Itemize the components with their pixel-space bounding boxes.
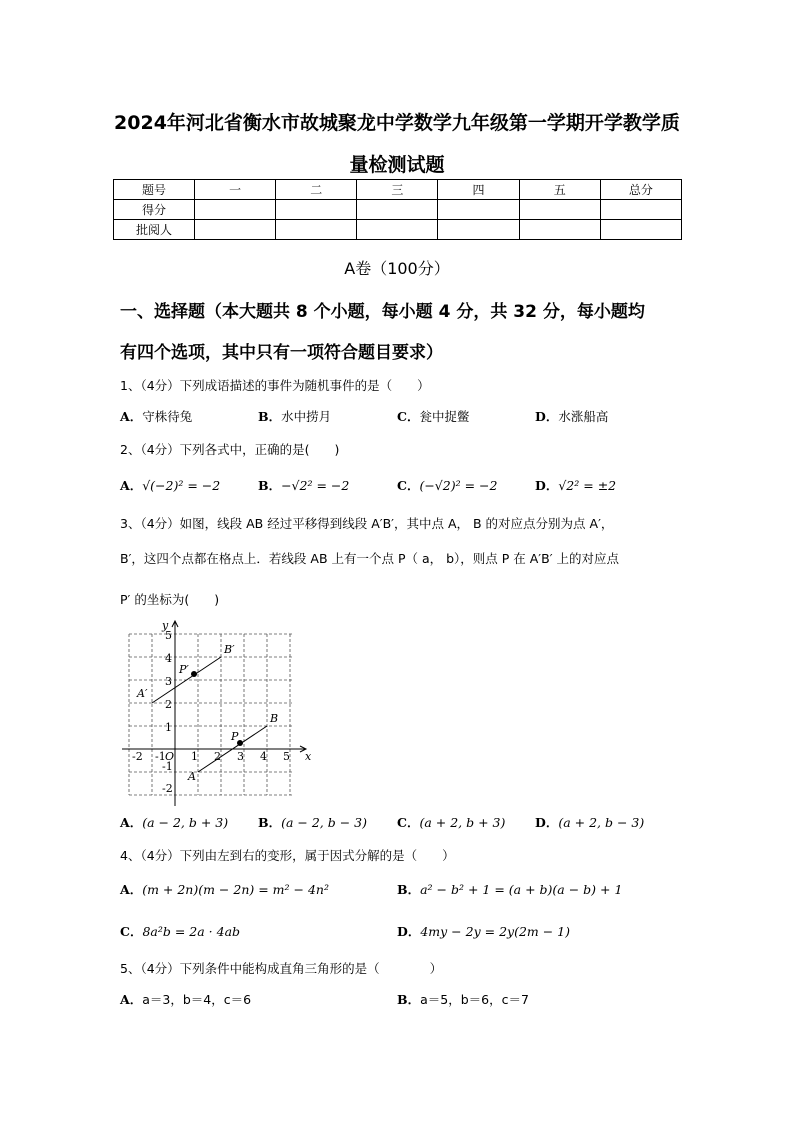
table-cell[interactable] [600,200,681,220]
point-label-p1: P′ [179,663,189,676]
table-cell[interactable] [519,200,600,220]
y-tick-label: 5 [165,629,172,642]
question-5-stem: 5、（4分）下列条件中能构成直角三角形的是（ ） [120,961,443,976]
option-label: A． [120,992,143,1007]
x-tick-label: 2 [214,750,221,763]
option-label: B． [258,815,282,830]
question-2-option-c[interactable] [397,476,497,494]
page-title-line1: 2024年河北省衡水市故城聚龙中学数学九年级第一学期开学教学质 [114,112,680,134]
option-formula: (a − 2, b + 3) [142,815,229,830]
coordinate-grid-figure [118,617,318,807]
option-label: D． [535,409,559,424]
option-formula: √(−2)² = −2 [142,478,221,493]
option-formula: a² − b² + 1 = (a + b)(a − b) + 1 [420,882,623,897]
option-label: C． [397,409,420,424]
table-cell[interactable] [195,220,276,240]
y-tick-label: 2 [165,698,172,711]
option-text: 瓮中捉鳖 [419,409,470,424]
table-cell[interactable] [195,200,276,220]
question-5-option-b[interactable] [397,990,529,1008]
question-3-option-a[interactable] [120,813,228,831]
table-cell: 二 [276,180,357,200]
y-tick-label: -2 [162,782,173,795]
option-formula: (a + 2, b − 3) [558,815,645,830]
origin-label: O [165,750,175,763]
table-cell: 得分 [114,200,195,220]
table-cell: 总分 [600,180,681,200]
option-formula: (a − 2, b − 3) [281,815,367,830]
table-cell: 一 [195,180,276,200]
score-table-row [114,200,682,220]
x-tick-label: -1 [155,750,166,763]
table-cell[interactable] [438,200,519,220]
option-label: C． [397,815,420,830]
y-tick-label: 3 [165,675,172,688]
option-label: B． [397,882,421,897]
page-title-line2: 量检测试题 [349,154,445,176]
question-4-option-c[interactable] [120,922,240,940]
question-4-stem: 4、（4分）下列由左到右的变形，属于因式分解的是（ ） [120,848,455,863]
option-label: A． [120,882,143,897]
table-cell[interactable] [357,200,438,220]
y-tick-label: 4 [165,652,172,665]
x-tick-label: 1 [191,750,198,763]
option-formula: 4my − 2y = 2y(2m − 1) [420,924,571,939]
question-4-option-b[interactable] [397,880,622,898]
y-tick-label: 1 [165,721,172,734]
tick-labels [132,619,312,795]
point-label-a1: A′ [137,687,148,700]
option-label: D． [535,478,559,493]
option-label: A． [120,815,143,830]
option-label: D． [397,924,421,939]
question-1-option-b[interactable] [258,407,331,425]
point-label-b: B [270,712,279,725]
option-label: A． [120,478,143,493]
table-cell[interactable] [600,220,681,240]
score-table-header-row [114,180,682,200]
question-2-option-d[interactable] [535,476,616,494]
axes [122,621,306,806]
x-tick-label: -2 [132,750,143,763]
question-1-option-a[interactable] [120,407,192,425]
question-1-option-d[interactable] [535,407,608,425]
question-2-stem: 2、（4分）下列各式中，正确的是( ) [120,442,340,457]
question-3-line3: P′ 的坐标为( ) [120,592,220,607]
x-axis-label: x [305,750,312,763]
score-table [113,179,682,240]
point-label-p: P [231,730,239,743]
option-text: 守株待兔 [142,409,193,424]
question-3-option-b[interactable] [258,813,367,831]
point-label-a: A [188,770,196,783]
option-formula: √2² = ±2 [558,478,617,493]
question-4-option-d[interactable] [397,922,570,940]
option-label: B． [258,478,282,493]
section-heading-line1: 一、选择题（本大题共 8 个小题，每小题 4 分，共 32 分，每小题均 [120,302,645,322]
option-text: 水中捞月 [281,409,332,424]
table-cell: 三 [357,180,438,200]
option-text: a＝3，b＝4，c＝6 [142,992,252,1007]
table-cell: 五 [519,180,600,200]
table-cell: 批阅人 [114,220,195,240]
volume-title: A卷（100分） [344,259,450,278]
option-formula: 8a²b = 2a · 4ab [142,924,241,939]
table-cell[interactable] [276,200,357,220]
question-5-option-a[interactable] [120,990,251,1008]
section-heading-line2: 有四个选项，其中只有一项符合题目要求） [120,343,443,363]
x-tick-label: 5 [283,750,290,763]
question-1-stem: 1、（4分）下列成语描述的事件为随机事件的是（ ） [120,378,430,393]
table-cell[interactable] [519,220,600,240]
question-4-option-a[interactable] [120,880,329,898]
point-label-b1: B′ [224,643,235,656]
table-cell: 题号 [114,180,195,200]
question-3-option-d[interactable] [535,813,644,831]
question-2-option-a[interactable] [120,476,220,494]
option-formula: −√2² = −2 [281,478,350,493]
option-formula: (a + 2, b + 3) [419,815,506,830]
question-3-option-c[interactable] [397,813,505,831]
question-2-option-b[interactable] [258,476,349,494]
option-text: a＝5，b＝6，c＝7 [420,992,529,1007]
option-label: C． [120,924,143,939]
option-label: D． [535,815,559,830]
y-axis-label: y [162,619,169,632]
option-label: B． [397,992,421,1007]
question-3-line1: 3、（4分）如图，线段 AB 经过平移得到线段 A′B′，其中点 A， B 的对应点分别为点 A′， [120,516,614,531]
option-text: 水涨船高 [558,409,609,424]
point-p1 [191,671,197,677]
y-tick-label: -1 [162,760,173,773]
question-3-line2: B′，这四个点都在格点上．若线段 AB 上有一个点 P（ a， b），则点 P 在 A′B′ 上的对应点 [120,551,620,566]
table-cell[interactable] [438,220,519,240]
option-label: C． [397,478,420,493]
x-tick-label: 3 [237,750,244,763]
option-formula: (−√2)² = −2 [419,478,498,493]
option-label: A． [120,409,143,424]
table-cell[interactable] [357,220,438,240]
option-formula: (m + 2n)(m − 2n) = m² − 4n² [142,882,329,897]
question-1-option-c[interactable] [397,407,469,425]
score-table-row [114,220,682,240]
x-tick-label: 4 [260,750,267,763]
table-cell[interactable] [276,220,357,240]
option-label: B． [258,409,282,424]
table-cell: 四 [438,180,519,200]
